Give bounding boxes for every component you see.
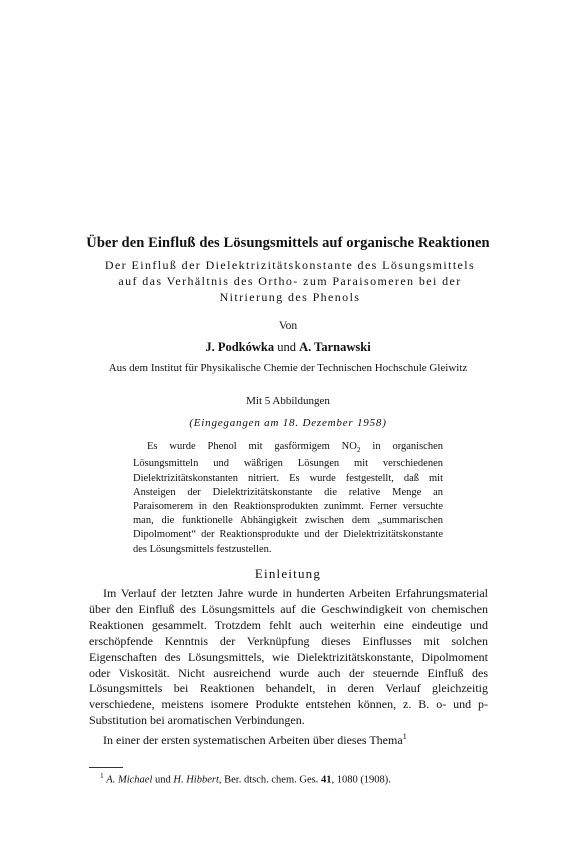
footnote-ref: 1	[402, 732, 407, 742]
abstract-text-start: Es wurde Phenol mit gasförmigem NO	[147, 441, 357, 452]
body-paragraph: Im Verlauf der letzten Jahre wurde in hunderten Arbeiten Erfahrungsmaterial über den Einfluß des Lösungsmittels auf die Geschwindigkeit von chemischen Reaktionen gesammelt. Trotzdem fehlt auch weiterhin eine eindeutige und erschöpfende Kenntnis der Verknüpfung dieses Einflusses mit solchen Eigenschaften des Lösungsmittels, wie Dielektrizitätskonstante, Dipolmoment oder Viskosität. Nicht ausreichend wurde auch der steuernde Einfluß des Lösungsmittels bei Reaktionen behandelt, in deren Verlauf gleichzeitig verschiedene, meistens isomere Produkte entstehen können, z. B. o- und p-Substitution bei aromatischen Verbindungen.	[89, 586, 488, 728]
subtitle-line: Der Einfluß der Dielektrizitätskonstante des Lösungsmittels	[104, 258, 476, 272]
formula-subscript: 2	[356, 445, 361, 455]
footnote-connector: und	[155, 774, 171, 786]
paper-title: Über den Einfluß des Lösungsmittels auf organische Reaktionen	[86, 235, 490, 251]
paper-subtitle	[80, 257, 500, 305]
body-paragraph-2	[89, 729, 488, 749]
footnote-rule	[89, 767, 123, 768]
affiliation: Aus dem Institut für Physikalische Chemie der Technischen Hochschule Gleiwitz	[108, 362, 468, 374]
section-heading: Einleitung	[254, 566, 322, 581]
subtitle-line: Nitrierung des Phenols	[219, 290, 361, 304]
author-podkowka: J. Podkówka	[205, 340, 275, 354]
subtitle-line: auf das Verhältnis des Ortho- zum Paraisomeren bei der	[118, 274, 462, 288]
authors-line	[0, 340, 576, 355]
body-text	[89, 586, 488, 749]
abstract	[133, 440, 443, 557]
footnote	[100, 771, 500, 786]
footnote-author-2: H. Hibbert	[173, 774, 219, 786]
footnote-volume: 41	[320, 774, 332, 786]
figures-note: Mit 5 Abbildungen	[246, 395, 330, 407]
footnote-author-1: A. Michael	[106, 774, 153, 786]
authors-connector: und	[277, 340, 296, 354]
author-tarnawski: A. Tarnawski	[299, 340, 371, 354]
paragraph-text: In einer der ersten systematischen Arbeiten über dieses Thema	[103, 733, 403, 748]
footnote-marker: 1	[100, 771, 104, 780]
received-date: (Eingegangen am 18. Dezember 1958)	[189, 417, 387, 429]
byline-von: Von	[278, 320, 298, 332]
footnote-journal: , Ber. dtsch. chem. Ges.	[218, 774, 319, 786]
abstract-text-rest: in organischen Lösungsmitteln und wäßrigen Lösungen mit verschiedenen Dielektrizitätskonstanten nitriert. Es wurde festgestellt, daß mit Ansteigen der Dielektrizitätskonstante die relative Menge an Paraisomerem in den Reaktionsprodukten zunimmt. Ferner versuchte man, die funktionelle Abhängigkeit zwischen dem „summarischen Dipolmoment“ der Reaktionsprodukte und der Dielektrizitätskonstante des Lösungsmittels festzustellen.	[133, 441, 443, 555]
footnote-pages: , 1080 (1908).	[331, 774, 391, 786]
